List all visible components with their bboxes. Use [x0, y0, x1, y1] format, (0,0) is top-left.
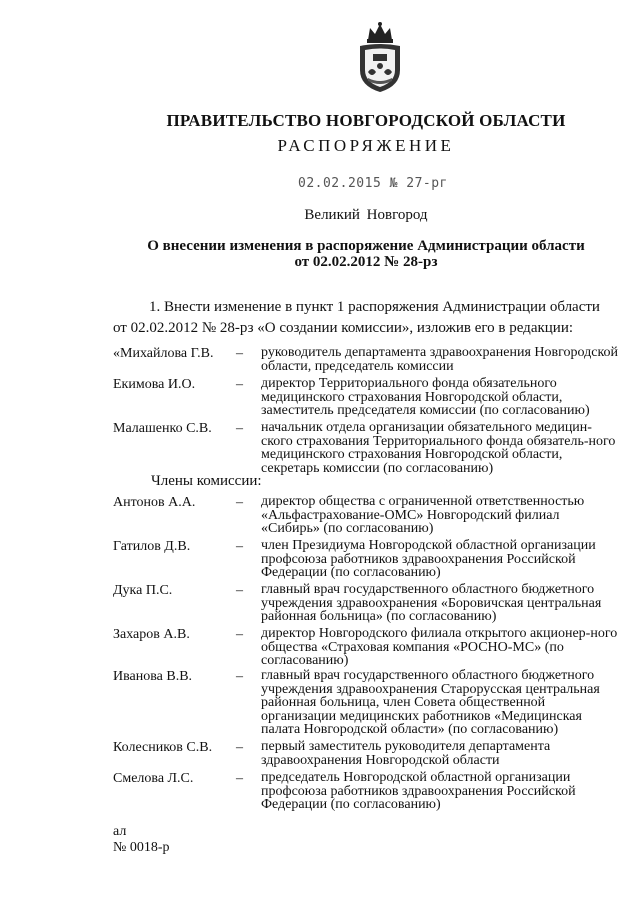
- body-paragraph: [113, 297, 613, 339]
- footer-number: № 0018-р: [113, 840, 170, 855]
- member-name: Малашенко С.В.: [113, 421, 212, 436]
- coat-of-arms-icon: [356, 20, 404, 95]
- separator-dash: –: [236, 377, 243, 392]
- member-position: председатель Новгородской областной организации профсоюза работников здравоохранения Российской Федерации (по согласованию): [261, 770, 576, 812]
- subject-line-1: О внесении изменения в распоряжение Администрации области: [147, 238, 585, 254]
- member-name: «Михайлова Г.В.: [113, 346, 214, 361]
- member-position: главный врач государственного областного бюджетного учреждения здравоохранения Старорусская центральная районная больница, член Совета общественной организации медицинских работников «Медицинская палата Новгородской области» (по согласованию): [261, 668, 600, 737]
- member-name: Дука П.С.: [113, 583, 173, 598]
- separator-dash: –: [236, 346, 243, 361]
- document-date-number: 02.02.2015 № 27-рг: [298, 176, 448, 191]
- government-title: ПРАВИТЕЛЬСТВО НОВГОРОДСКОЙ ОБЛАСТИ: [166, 111, 566, 130]
- document-footer: [113, 824, 170, 856]
- members-label: Члены комиссии:: [151, 473, 262, 489]
- member-name: Екимова И.О.: [113, 377, 196, 392]
- separator-dash: –: [236, 539, 243, 554]
- member-position: директор Территориального фонда обязательного медицинского страхования Новгородской области, заместитель председателя комиссии (по согласованию): [261, 376, 590, 418]
- member-position: первый заместитель руководителя департамента здравоохранения Новгородской области: [261, 739, 551, 768]
- separator-dash: –: [236, 627, 243, 642]
- member-position: директор общества с ограниченной ответственностью «Альфастрахование-ОМС» Новгородский филиал «Сибирь» (по согласованию): [261, 494, 585, 536]
- issue-city: Великий Новгород: [304, 207, 428, 223]
- paragraph-line-1: 1. Внести изменение в пункт 1 распоряжения Администрации области: [149, 299, 600, 315]
- separator-dash: –: [236, 771, 243, 786]
- separator-dash: –: [236, 669, 243, 684]
- member-position: руководитель департамента здравоохранения Новгородской области, председатель комиссии: [261, 345, 619, 374]
- document-subject: [0, 238, 640, 270]
- footer-initials: ал: [113, 824, 127, 839]
- member-position: начальник отдела организации обязательного медицин-ского страхования Территориального фонда обязатель-ного медицинского страхования Новгородской области, секретарь комиссии (по согласованию): [261, 420, 616, 476]
- member-name: Смелова Л.С.: [113, 771, 194, 786]
- subject-line-2: от 02.02.2012 № 28-рз: [294, 254, 438, 270]
- member-name: Гатилов Д.В.: [113, 539, 191, 554]
- separator-dash: –: [236, 495, 243, 510]
- separator-dash: –: [236, 583, 243, 598]
- member-name: Иванова В.В.: [113, 669, 193, 684]
- member-position: член Президиума Новгородской областной организации профсоюза работников здравоохранения Российской Федерации (по согласованию): [261, 538, 596, 580]
- member-name: Колесников С.В.: [113, 740, 213, 755]
- document-type: РАСПОРЯЖЕНИЕ: [277, 136, 455, 155]
- member-name: Антонов А.А.: [113, 495, 196, 510]
- member-position: главный врач государственного областного бюджетного учреждения здравоохранения «Боровичская центральная районная больница» (по согласованию): [261, 582, 602, 624]
- member-position: директор Новгородского филиала открытого акционер-ного общества «Страховая компания «РОСНО-МС» (по согласованию): [261, 626, 618, 668]
- separator-dash: –: [236, 421, 243, 436]
- separator-dash: –: [236, 740, 243, 755]
- member-name: Захаров А.В.: [113, 627, 190, 642]
- paragraph-line-2: от 02.02.2012 № 28-рз «О создании комиссии», изложив его в редакции:: [113, 320, 574, 336]
